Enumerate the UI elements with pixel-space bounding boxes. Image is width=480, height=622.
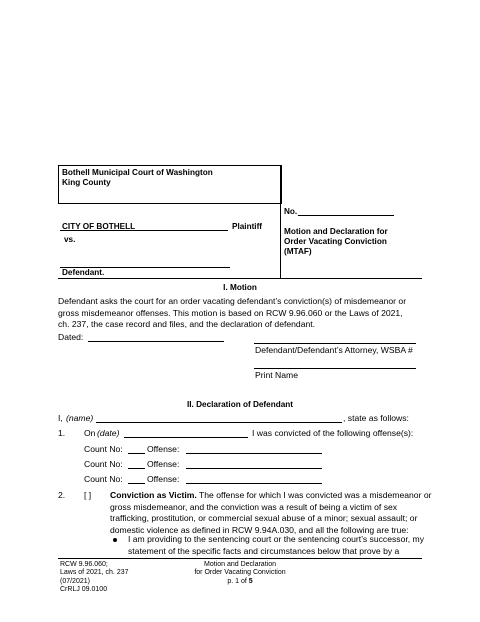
item1-date-hint: (date) [97, 428, 120, 438]
victim-checkbox[interactable]: [ ] [84, 490, 92, 500]
print-name-line[interactable] [254, 368, 416, 369]
footer-laws: Laws of 2021, ch. 237 [60, 569, 129, 577]
name-field[interactable] [96, 422, 342, 423]
item2-number: 2. [58, 490, 66, 500]
case-no-label: No. [284, 207, 298, 216]
footer-divider [58, 558, 422, 559]
footer-center [160, 561, 320, 586]
offense-field[interactable] [186, 453, 322, 454]
caption-box-right-border [280, 165, 281, 279]
count-label: Count No: [84, 444, 123, 454]
count-field[interactable] [128, 468, 145, 469]
plaintiff-label: Plaintiff [232, 222, 263, 231]
page-number [160, 578, 320, 586]
item1-prefix: On [84, 428, 96, 438]
page-of: of [239, 577, 249, 585]
footer-form-id: CrRLJ 09.0100 [60, 586, 108, 594]
county-name: King County [62, 178, 111, 187]
footer-title-line2: for Order Vacating Conviction [194, 569, 286, 577]
motion-line2: gross misdemeanor offenses. This motion is based on RCW 9.96.060 or the Laws of 2021, [58, 307, 403, 318]
motion-paragraph [58, 296, 438, 331]
item2-line3: trafficking, prostitution, or commercial sexual abuse of a minor; sexual assault; or [110, 513, 418, 524]
intro-name-hint: (name) [66, 413, 94, 423]
item2-text [110, 490, 440, 536]
offense-label: Offense: [147, 459, 180, 469]
motion-line1: Defendant asks the court for an order vacating defendant’s conviction(s) of misdemeanor or [58, 296, 407, 306]
doc-title-line3: (MTAF) [284, 247, 312, 256]
plaintiff-name: CITY OF BOTHELL [62, 222, 136, 231]
bullet-icon [113, 538, 117, 542]
doc-title-line1: Motion and Declaration for [284, 227, 388, 236]
footer-date: (07/2021) [60, 577, 90, 585]
caption-divider [58, 203, 280, 204]
item2-line2: gross misdemeanor, and the conviction was a result of being a victim of sex [110, 501, 398, 512]
intro-prefix: I, [58, 413, 63, 423]
offense-field[interactable] [186, 468, 322, 469]
item1-suffix: I was convicted of the following offense(s): [252, 428, 414, 438]
vs-label: vs. [64, 235, 76, 244]
conviction-date-field[interactable] [124, 437, 248, 438]
count-label: Count No: [84, 474, 123, 484]
page-total: 5 [248, 577, 253, 585]
offense-label: Offense: [147, 444, 180, 454]
count-field[interactable] [128, 453, 145, 454]
print-name-label: Print Name [255, 370, 298, 380]
item1-number: 1. [58, 428, 66, 438]
motion-heading: I. Motion [223, 283, 257, 292]
count-field[interactable] [128, 483, 145, 484]
item2-line1: The offense for which I was convicted was a misdemeanor or [199, 490, 432, 500]
footer-left [60, 561, 129, 595]
page-current: 1 [235, 577, 240, 585]
motion-line3: ch. 237, the case record and files, and the declaration of defendant. [58, 319, 316, 330]
declaration-heading: II. Declaration of Defendant [187, 400, 293, 409]
offense-label: Offense: [147, 474, 180, 484]
signature-line[interactable] [254, 343, 416, 344]
dated-label: Dated: [58, 332, 84, 342]
page-prefix: p. [227, 577, 236, 585]
bullet-line1: I am providing to the sentencing court or the sentencing court’s successor, my [128, 534, 425, 544]
court-name: Bothell Municipal Court of Washington [62, 168, 213, 177]
doc-title-line2: Order Vacating Conviction [284, 237, 387, 246]
footer-title-line1: Motion and Declaration [204, 561, 276, 568]
footer-rcw: RCW 9.96.060; [60, 561, 108, 568]
signature-label: Defendant/Defendant’s Attorney, WSBA # [255, 345, 413, 355]
defendant-label: Defendant. [62, 268, 105, 277]
plaintiff-line [60, 230, 228, 231]
case-no-field[interactable] [298, 215, 394, 216]
caption-bottom-line [58, 278, 422, 279]
dated-field[interactable] [88, 341, 224, 342]
item2-title: Conviction as Victim. [110, 490, 197, 500]
intro-suffix: , state as follows: [343, 413, 409, 423]
item2-line4: domestic violence as defined in RCW 9.94A.030, and all the following are true: [110, 524, 409, 535]
bullet-line2: statement of the specific facts and circumstances below that prove by a [128, 545, 400, 556]
count-label: Count No: [84, 459, 123, 469]
offense-field[interactable] [186, 483, 322, 484]
bullet-text [128, 534, 448, 557]
